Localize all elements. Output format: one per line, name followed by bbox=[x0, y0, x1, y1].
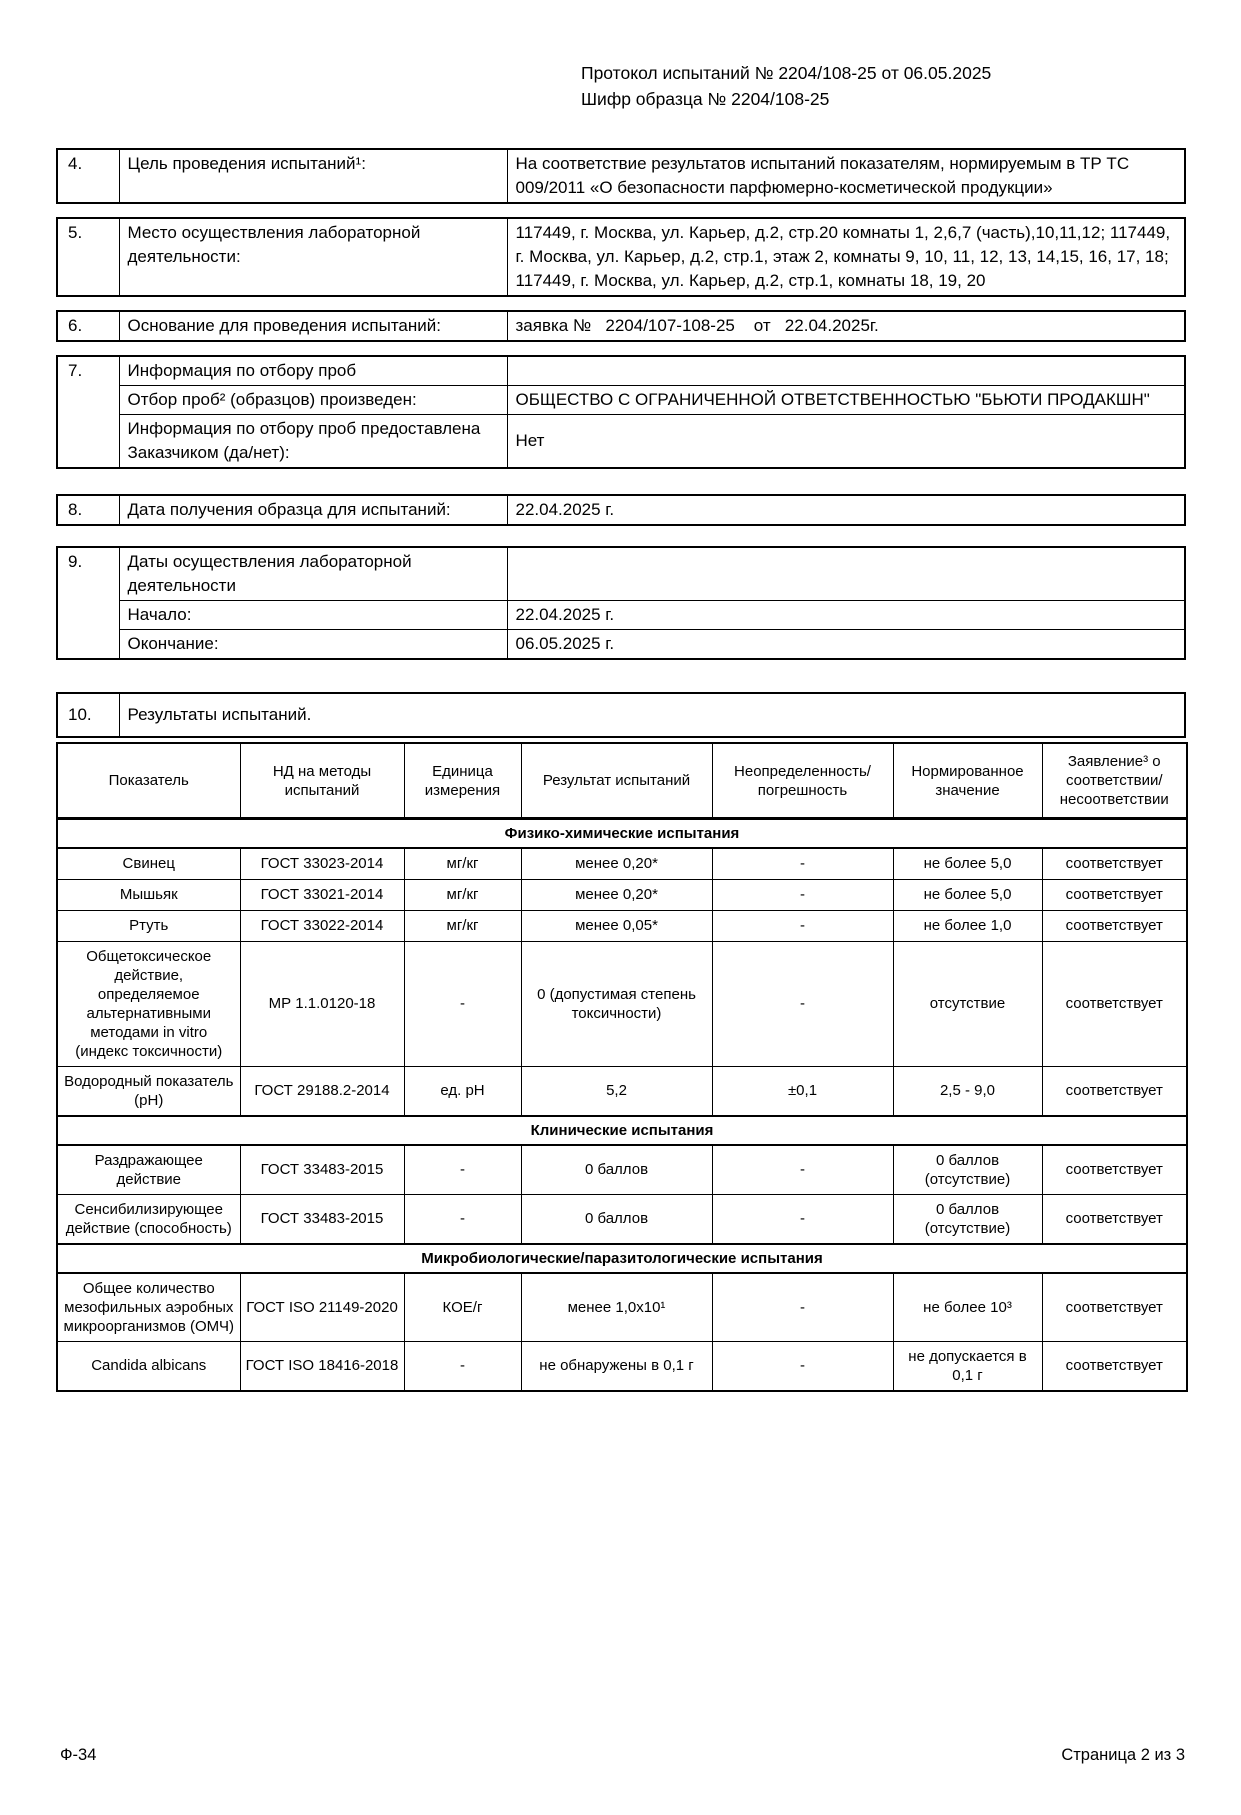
item-value: 22.04.2025 г. bbox=[507, 601, 1185, 630]
results-section-title: Микробиологические/паразитологические испытания bbox=[57, 1244, 1187, 1273]
item-value-empty bbox=[507, 356, 1185, 386]
results-cell: соответствует bbox=[1042, 1194, 1187, 1244]
results-cell: 0 баллов bbox=[521, 1145, 712, 1195]
table-row bbox=[57, 630, 1185, 660]
results-cell: менее 1,0x10¹ bbox=[521, 1273, 712, 1342]
results-column-header: Показатель bbox=[57, 743, 240, 819]
results-cell: соответствует bbox=[1042, 941, 1187, 1066]
item-label: Отбор проб² (образцов) произведен: bbox=[119, 386, 507, 415]
item-value: ОБЩЕСТВО С ОГРАНИЧЕННОЙ ОТВЕТСТВЕННОСТЬЮ "БЬЮТИ ПРОДАКШН" bbox=[507, 386, 1185, 415]
results-cell: соответствует bbox=[1042, 1273, 1187, 1342]
info-table-basis bbox=[56, 310, 1186, 342]
results-cell: ГОСТ 29188.2-2014 bbox=[240, 1066, 404, 1116]
sample-code-line: Шифр образца № 2204/108-25 bbox=[581, 89, 830, 109]
info-table-received bbox=[56, 494, 1186, 526]
item-value: 06.05.2025 г. bbox=[507, 630, 1185, 660]
results-cell: соответствует bbox=[1042, 910, 1187, 941]
results-cell: - bbox=[712, 1273, 893, 1342]
page-footer bbox=[60, 1746, 1185, 1765]
results-cell: соответствует bbox=[1042, 1066, 1187, 1116]
results-cell: Мышьяк bbox=[57, 879, 240, 910]
results-cell: ГОСТ ISO 21149-2020 bbox=[240, 1273, 404, 1342]
results-cell: - bbox=[712, 1341, 893, 1391]
item-sub-header: Даты осуществления лабораторной деятельности bbox=[119, 547, 507, 601]
item-label: Место осуществления лабораторной деятельности: bbox=[119, 218, 507, 296]
results-column-header: Неопределенность/ погрешность bbox=[712, 743, 893, 819]
table-row bbox=[57, 415, 1185, 469]
results-row bbox=[57, 1145, 1187, 1195]
page-number: Страница 2 из 3 bbox=[1061, 1746, 1185, 1764]
item-number: 6. bbox=[57, 311, 119, 341]
results-cell: - bbox=[404, 941, 521, 1066]
item-label: Результаты испытаний. bbox=[119, 693, 1185, 737]
results-cell: менее 0,20* bbox=[521, 848, 712, 879]
table-row bbox=[57, 149, 1185, 203]
item-label: Информация по отбору проб предоставлена Заказчиком (да/нет): bbox=[119, 415, 507, 469]
item-value: На соответствие результатов испытаний показателям, нормируемым в ТР ТС 009/2011 «О безопасности парфюмерно-косметической продукции» bbox=[507, 149, 1185, 203]
results-section-row bbox=[57, 819, 1187, 849]
results-cell: отсутствие bbox=[893, 941, 1042, 1066]
results-cell: - bbox=[712, 941, 893, 1066]
results-column-header: Единица измерения bbox=[404, 743, 521, 819]
results-cell: не более 5,0 bbox=[893, 879, 1042, 910]
item-label: Цель проведения испытаний¹: bbox=[119, 149, 507, 203]
results-cell: ±0,1 bbox=[712, 1066, 893, 1116]
results-section-row bbox=[57, 1244, 1187, 1273]
results-cell: ГОСТ 33483-2015 bbox=[240, 1145, 404, 1195]
info-table-sampling bbox=[56, 355, 1186, 469]
results-section-row bbox=[57, 1116, 1187, 1145]
results-cell: не более 1,0 bbox=[893, 910, 1042, 941]
results-cell: ГОСТ 33023-2014 bbox=[240, 848, 404, 879]
results-cell: ГОСТ 33022-2014 bbox=[240, 910, 404, 941]
item-value: 22.04.2025 г. bbox=[507, 495, 1185, 525]
results-cell: Раздражающее действие bbox=[57, 1145, 240, 1195]
results-column-header: НД на методы испытаний bbox=[240, 743, 404, 819]
table-row bbox=[57, 356, 1185, 386]
results-cell: соответствует bbox=[1042, 1341, 1187, 1391]
results-cell: не допускается в 0,1 г bbox=[893, 1341, 1042, 1391]
results-cell: не более 10³ bbox=[893, 1273, 1042, 1342]
results-cell: не более 5,0 bbox=[893, 848, 1042, 879]
results-table bbox=[56, 742, 1188, 1392]
results-row bbox=[57, 848, 1187, 879]
item-value: 117449, г. Москва, ул. Карьер, д.2, стр.20 комнаты 1, 2,6,7 (часть),10,11,12; 117449, г. Москва, ул. Карьер, д.2, стр.1, этаж 2, комнаты 9, 10, 11, 12, 13, 14,15, 16, 17, 18; 117449, г. Москва, ул. Карьер, д.2, стр.1, комнаты 18, 19, 20 bbox=[507, 218, 1185, 296]
results-cell: 0 баллов bbox=[521, 1194, 712, 1244]
results-cell: - bbox=[712, 1145, 893, 1195]
results-section-title: Физико-химические испытания bbox=[57, 819, 1187, 849]
results-cell: 0 баллов (отсутствие) bbox=[893, 1145, 1042, 1195]
results-row bbox=[57, 1341, 1187, 1391]
item-number: 9. bbox=[57, 547, 119, 659]
results-row bbox=[57, 1273, 1187, 1342]
item-number: 8. bbox=[57, 495, 119, 525]
results-cell: менее 0,20* bbox=[521, 879, 712, 910]
item-number: 4. bbox=[57, 149, 119, 203]
results-cell: Candida albicans bbox=[57, 1341, 240, 1391]
results-cell: - bbox=[404, 1341, 521, 1391]
results-cell: - bbox=[712, 848, 893, 879]
document-page bbox=[0, 60, 1241, 1815]
results-column-header: Нормированное значение bbox=[893, 743, 1042, 819]
results-cell: Водородный показатель (pH) bbox=[57, 1066, 240, 1116]
results-cell: соответствует bbox=[1042, 848, 1187, 879]
results-row bbox=[57, 1066, 1187, 1116]
results-cell: 0 баллов (отсутствие) bbox=[893, 1194, 1042, 1244]
results-section-title: Клинические испытания bbox=[57, 1116, 1187, 1145]
table-row bbox=[57, 547, 1185, 601]
table-row bbox=[57, 601, 1185, 630]
item-label: Основание для проведения испытаний: bbox=[119, 311, 507, 341]
item-label: Дата получения образца для испытаний: bbox=[119, 495, 507, 525]
results-cell: ГОСТ 33021-2014 bbox=[240, 879, 404, 910]
item-number: 5. bbox=[57, 218, 119, 296]
results-header-row bbox=[57, 743, 1187, 819]
info-table-place bbox=[56, 217, 1186, 297]
results-cell: Свинец bbox=[57, 848, 240, 879]
results-cell: не обнаружены в 0,1 г bbox=[521, 1341, 712, 1391]
results-row bbox=[57, 910, 1187, 941]
results-column-header: Заявление³ о соответствии/ несоответствии bbox=[1042, 743, 1187, 819]
results-cell: менее 0,05* bbox=[521, 910, 712, 941]
results-cell: - bbox=[712, 1194, 893, 1244]
results-cell: Общетоксическое действие, определяемое альтернативными методами in vitro (индекс токсичности) bbox=[57, 941, 240, 1066]
results-row bbox=[57, 879, 1187, 910]
item-value: заявка № 2204/107-108-25 от 22.04.2025г. bbox=[507, 311, 1185, 341]
results-cell: мг/кг bbox=[404, 910, 521, 941]
results-cell: ГОСТ 33483-2015 bbox=[240, 1194, 404, 1244]
item-value-empty bbox=[507, 547, 1185, 601]
table-row bbox=[57, 311, 1185, 341]
protocol-number-line: Протокол испытаний № 2204/108-25 от 06.05.2025 bbox=[581, 63, 992, 83]
item-sub-header: Информация по отбору проб bbox=[119, 356, 507, 386]
document-header bbox=[581, 60, 1185, 112]
item-number: 10. bbox=[57, 693, 119, 737]
results-column-header: Результат испытаний bbox=[521, 743, 712, 819]
results-table-body bbox=[57, 743, 1187, 1391]
results-cell: соответствует bbox=[1042, 1145, 1187, 1195]
results-row bbox=[57, 1194, 1187, 1244]
item-number: 7. bbox=[57, 356, 119, 468]
results-cell: Общее количество мезофильных аэробных микроорганизмов (ОМЧ) bbox=[57, 1273, 240, 1342]
form-code: Ф-34 bbox=[60, 1746, 97, 1764]
table-row bbox=[57, 693, 1185, 737]
item-label: Начало: bbox=[119, 601, 507, 630]
results-cell: - bbox=[712, 910, 893, 941]
results-cell: 5,2 bbox=[521, 1066, 712, 1116]
results-cell: - bbox=[404, 1145, 521, 1195]
results-cell: Ртуть bbox=[57, 910, 240, 941]
results-cell: МР 1.1.0120-18 bbox=[240, 941, 404, 1066]
results-cell: ГОСТ ISO 18416-2018 bbox=[240, 1341, 404, 1391]
info-table-dates bbox=[56, 546, 1186, 660]
table-row bbox=[57, 386, 1185, 415]
results-cell: - bbox=[404, 1194, 521, 1244]
results-cell: Сенсибилизирующее действие (способность) bbox=[57, 1194, 240, 1244]
results-cell: 0 (допустимая степень токсичности) bbox=[521, 941, 712, 1066]
table-row bbox=[57, 218, 1185, 296]
results-cell: мг/кг bbox=[404, 879, 521, 910]
results-cell: - bbox=[712, 879, 893, 910]
info-table-goal bbox=[56, 148, 1186, 204]
results-cell: 2,5 - 9,0 bbox=[893, 1066, 1042, 1116]
info-table-results-title bbox=[56, 692, 1186, 738]
results-cell: мг/кг bbox=[404, 848, 521, 879]
results-cell: КОЕ/г bbox=[404, 1273, 521, 1342]
results-cell: соответствует bbox=[1042, 879, 1187, 910]
item-label: Окончание: bbox=[119, 630, 507, 660]
table-row bbox=[57, 495, 1185, 525]
item-value: Нет bbox=[507, 415, 1185, 469]
results-row bbox=[57, 941, 1187, 1066]
results-cell: ед. pH bbox=[404, 1066, 521, 1116]
